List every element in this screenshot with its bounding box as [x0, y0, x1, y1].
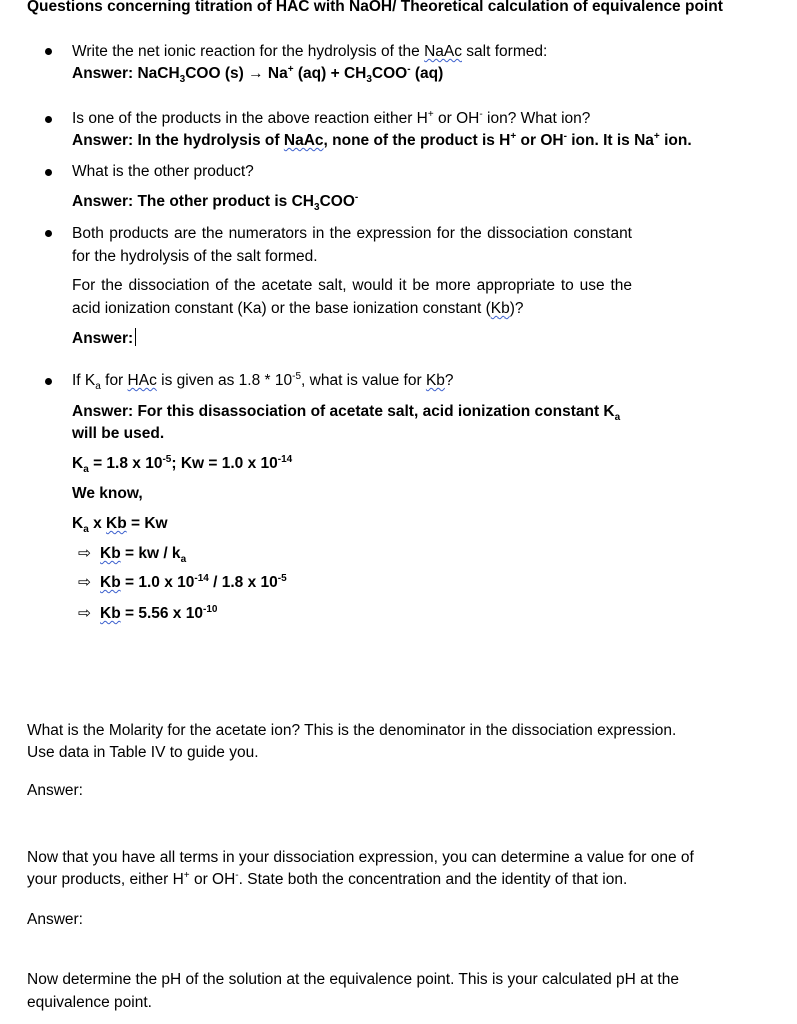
answer-hydrolysis: Answer: NaCH$_3$COO (s) → Na+ $(aq) + CH_3COO^-$ (aq) — [72, 63, 444, 86]
bullet — [45, 378, 52, 385]
question-hydrolysis: Write the net ionic reaction for the hydrolysis of the NaAc salt formed: — [72, 43, 548, 60]
bullet — [45, 230, 52, 237]
arrow-icon: ⇨ — [78, 605, 91, 622]
question-molarity-cont: Use data in Table IV to guide you. — [27, 744, 259, 761]
question-products-ion: Is one of the products in the above reaction either H+ or OH- ion? What ion? — [72, 108, 591, 127]
answer-kb-intro: Answer: For this disassociation of acetate salt, acid ionization constant $K_a$ — [72, 403, 621, 424]
answer-we-know: We know, — [72, 485, 143, 502]
question-numerators: Both products are the numerators in the expression for the dissociation constant for the hydrolysis of the salt formed. — [72, 225, 632, 265]
question-molarity: What is the Molarity for the acetate ion? This is the denominator in the dissociation expression. — [27, 722, 677, 739]
bullet — [45, 116, 52, 123]
answer-other-product: Answer: The other product is $CH_3COO^-$ — [72, 191, 359, 214]
page-title: Questions concerning titration of HAC with NaOH/ Theoretical calculation of equivalence point — [27, 0, 723, 15]
bullet — [45, 169, 52, 176]
bullet — [45, 48, 52, 55]
answer-concentration[interactable]: Answer: — [27, 911, 83, 928]
answer-molarity[interactable]: Answer: — [27, 782, 83, 799]
answer-products-ion: Answer: In the hydrolysis of NaAc, none of the product is H+ or OH- ion. It is Na+ ion. — [72, 130, 692, 149]
answer-step-2: ⇨ Kb = 1.0 x $10^{-14} / 1.8$ x $10^{-5}$ — [78, 572, 287, 591]
answer-step-3: ⇨ Kb = 5.56 x $10^{-10}$ — [78, 603, 218, 622]
answer-kb-intro-cont: will be used. — [72, 425, 165, 442]
answer-constants: $K_a = 1.8$ x $10^{-5}$; Kw = 1.0 x $10^{-14}$ — [72, 453, 293, 476]
text-cursor — [135, 328, 136, 346]
question-ph-cont: equivalence point. — [27, 994, 152, 1011]
arrow-icon: ⇨ — [78, 574, 91, 591]
arrow-icon: ⇨ — [78, 545, 91, 562]
question-concentration: Now that you have all terms in your dissociation expression, you can determine a value for one of — [27, 849, 694, 866]
question-concentration-cont: your products, either H+ or OH-. State both the concentration and the identity of that ion. — [27, 869, 628, 888]
answer-ka-or-kb[interactable]: Answer: — [72, 328, 136, 349]
answer-equation: $K_a$ x Kb = Kw — [72, 515, 168, 536]
question-ka-or-kb: For the dissociation of the acetate salt, would it be more appropriate to use the acid ionization constant (Ka) or the base ionization constant (Kb)? — [72, 277, 632, 317]
answer-step-1: ⇨ Kb = kw / $k_a$ — [78, 545, 187, 566]
question-ph: Now determine the pH of the solution at the equivalence point. This is your calculated pH at the — [27, 971, 679, 988]
question-other-product: What is the other product? — [72, 163, 254, 180]
question-kb-value: If $K_a$ for HAc is given as $1.8 * 10^{-5}$, what is value for Kb? — [72, 370, 454, 393]
